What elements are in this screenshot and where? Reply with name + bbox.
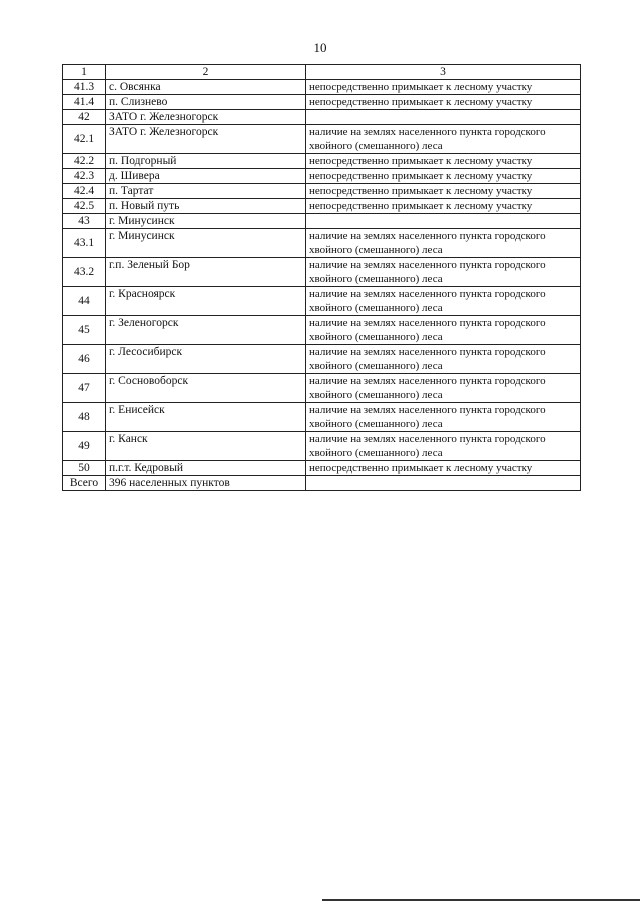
table-row bbox=[63, 199, 581, 214]
table-row bbox=[63, 80, 581, 95]
table-row bbox=[63, 374, 581, 403]
table-total-row bbox=[63, 476, 581, 491]
settlement-name: г. Красноярск bbox=[106, 287, 306, 316]
settlement-name: п. Новый путь bbox=[106, 199, 306, 214]
header-col-1: 1 bbox=[63, 65, 106, 80]
row-number: 49 bbox=[63, 432, 106, 461]
settlement-description: наличие на землях населенного пункта городского хвойного (смешанного) леса bbox=[306, 258, 581, 287]
settlement-name: п.г.т. Кедровый bbox=[106, 461, 306, 476]
settlement-description: наличие на землях населенного пункта городского хвойного (смешанного) леса bbox=[306, 432, 581, 461]
settlement-name: п. Подгорный bbox=[106, 154, 306, 169]
row-number: 50 bbox=[63, 461, 106, 476]
settlement-name: г. Сосновоборск bbox=[106, 374, 306, 403]
settlement-name: г. Минусинск bbox=[106, 214, 306, 229]
row-number: 43 bbox=[63, 214, 106, 229]
row-number: 47 bbox=[63, 374, 106, 403]
row-number: 48 bbox=[63, 403, 106, 432]
settlement-name: ЗАТО г. Железногорск bbox=[106, 110, 306, 125]
row-number: 42 bbox=[63, 110, 106, 125]
row-number: 42.5 bbox=[63, 199, 106, 214]
table-header-row bbox=[63, 65, 581, 80]
settlement-name: д. Шивера bbox=[106, 169, 306, 184]
row-number: 44 bbox=[63, 287, 106, 316]
row-number: 43.2 bbox=[63, 258, 106, 287]
row-number: 41.3 bbox=[63, 80, 106, 95]
table-row bbox=[63, 229, 581, 258]
row-number: 42.2 bbox=[63, 154, 106, 169]
total-empty-cell bbox=[306, 476, 581, 491]
settlement-name: г. Зеленогорск bbox=[106, 316, 306, 345]
settlements-table bbox=[62, 64, 581, 491]
row-number: 45 bbox=[63, 316, 106, 345]
settlement-description bbox=[306, 214, 581, 229]
settlement-name: п. Тартат bbox=[106, 184, 306, 199]
table-row bbox=[63, 169, 581, 184]
table-row bbox=[63, 461, 581, 476]
settlement-name: г. Минусинск bbox=[106, 229, 306, 258]
settlement-description: непосредственно примыкает к лесному участку bbox=[306, 154, 581, 169]
settlement-name: г.п. Зеленый Бор bbox=[106, 258, 306, 287]
table-row bbox=[63, 184, 581, 199]
table-row bbox=[63, 214, 581, 229]
settlement-description: наличие на землях населенного пункта городского хвойного (смешанного) леса bbox=[306, 345, 581, 374]
table-row bbox=[63, 403, 581, 432]
row-number: 42.3 bbox=[63, 169, 106, 184]
settlement-description: наличие на землях населенного пункта городского хвойного (смешанного) леса bbox=[306, 374, 581, 403]
table-row bbox=[63, 345, 581, 374]
settlement-description: непосредственно примыкает к лесному участку bbox=[306, 184, 581, 199]
header-col-2: 2 bbox=[106, 65, 306, 80]
settlement-description: наличие на землях населенного пункта городского хвойного (смешанного) леса bbox=[306, 403, 581, 432]
total-value: 396 населенных пунктов bbox=[106, 476, 306, 491]
row-number: 42.4 bbox=[63, 184, 106, 199]
settlement-name: г. Лесосибирск bbox=[106, 345, 306, 374]
table-row bbox=[63, 287, 581, 316]
settlement-description: непосредственно примыкает к лесному участку bbox=[306, 169, 581, 184]
table-row bbox=[63, 95, 581, 110]
settlement-name: п. Слизнево bbox=[106, 95, 306, 110]
row-number: 43.1 bbox=[63, 229, 106, 258]
settlement-description: наличие на землях населенного пункта городского хвойного (смешанного) леса bbox=[306, 229, 581, 258]
table-row bbox=[63, 258, 581, 287]
settlement-description: наличие на землях населенного пункта городского хвойного (смешанного) леса bbox=[306, 287, 581, 316]
total-label: Всего bbox=[63, 476, 106, 491]
settlement-description: непосредственно примыкает к лесному участку bbox=[306, 461, 581, 476]
header-col-3: 3 bbox=[306, 65, 581, 80]
table-row bbox=[63, 316, 581, 345]
settlement-name: г. Енисейск bbox=[106, 403, 306, 432]
settlement-description: наличие на землях населенного пункта городского хвойного (смешанного) леса bbox=[306, 125, 581, 154]
settlement-description: непосредственно примыкает к лесному участку bbox=[306, 80, 581, 95]
settlement-description: наличие на землях населенного пункта городского хвойного (смешанного) леса bbox=[306, 316, 581, 345]
settlement-name: г. Канск bbox=[106, 432, 306, 461]
settlement-description bbox=[306, 110, 581, 125]
table-row bbox=[63, 125, 581, 154]
row-number: 46 bbox=[63, 345, 106, 374]
row-number: 41.4 bbox=[63, 95, 106, 110]
table-row bbox=[63, 154, 581, 169]
settlement-name: ЗАТО г. Железногорск bbox=[106, 125, 306, 154]
settlement-description: непосредственно примыкает к лесному участку bbox=[306, 199, 581, 214]
settlement-name: с. Овсянка bbox=[106, 80, 306, 95]
row-number: 42.1 bbox=[63, 125, 106, 154]
page-bottom-rule bbox=[322, 899, 640, 901]
page-number: 10 bbox=[313, 40, 327, 55]
table-row bbox=[63, 110, 581, 125]
table-row bbox=[63, 432, 581, 461]
settlement-description: непосредственно примыкает к лесному участку bbox=[306, 95, 581, 110]
